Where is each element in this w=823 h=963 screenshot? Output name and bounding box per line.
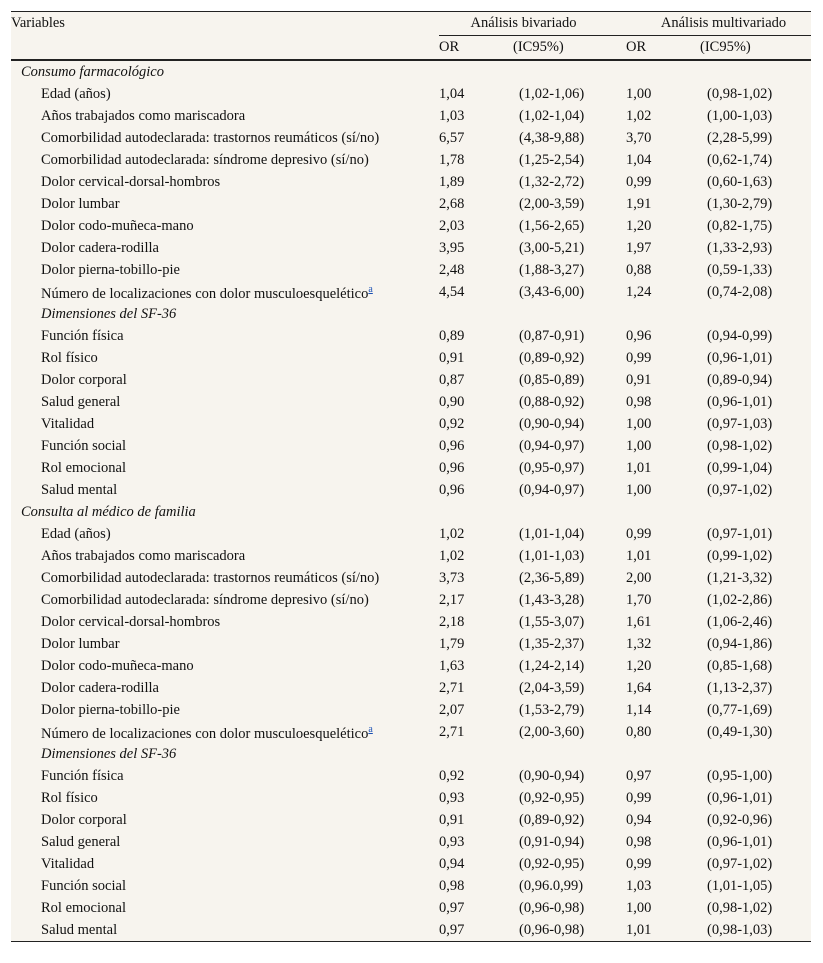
ci-bivariate-value: (2,36-5,89) bbox=[519, 569, 585, 586]
row-label-text: Salud mental bbox=[41, 481, 118, 498]
row-label bbox=[11, 259, 439, 281]
row-label bbox=[11, 721, 439, 743]
row-label-text: Comorbilidad autodeclarada: síndrome depresivo (sí/no) bbox=[41, 151, 369, 168]
table-row bbox=[11, 589, 811, 611]
or-multivariate-value: 0,96 bbox=[626, 327, 652, 344]
ci-multivariate-value: (0,96-1,01) bbox=[707, 789, 773, 806]
ci-bivariate-value: (2,00-3,60) bbox=[519, 723, 585, 740]
ci-bivariate-value: (1,24-2,14) bbox=[519, 657, 585, 674]
ci-multivariate-value: (0,97-1,02) bbox=[707, 855, 773, 872]
table-row bbox=[11, 545, 811, 567]
ci-bivariate-value: (2,00-3,59) bbox=[519, 195, 585, 212]
row-label-text: Dolor lumbar bbox=[41, 635, 120, 652]
row-label bbox=[11, 545, 439, 567]
row-label bbox=[11, 413, 439, 435]
results-table-container bbox=[11, 11, 811, 942]
table-row bbox=[11, 259, 811, 281]
row-label-text: Función social bbox=[41, 437, 126, 454]
or-bivariate-value: 2,03 bbox=[439, 217, 465, 234]
or-multivariate-value: 1,20 bbox=[626, 217, 652, 234]
or-multivariate-value: 1,01 bbox=[626, 459, 652, 476]
ci-bivariate-value: (0,89-0,92) bbox=[519, 811, 585, 828]
table-row bbox=[11, 765, 811, 787]
footnote-link[interactable]: a bbox=[368, 724, 373, 736]
table-row bbox=[11, 171, 811, 193]
table-row bbox=[11, 523, 811, 545]
row-label-text: Número de localizaciones con dolor musculoesquelético bbox=[41, 725, 369, 742]
row-label bbox=[11, 325, 439, 347]
table-row bbox=[11, 567, 811, 589]
ci-bivariate-value: (3,00-5,21) bbox=[519, 239, 585, 256]
ci-multivariate-value: (0,94-1,86) bbox=[707, 635, 773, 652]
ci-bivariate-value: (1,53-2,79) bbox=[519, 701, 585, 718]
or-multivariate-value: 1,70 bbox=[626, 591, 652, 608]
ci-bivariate-value: (0,94-0,97) bbox=[519, 481, 585, 498]
ci-multivariate-value: (1,33-2,93) bbox=[707, 239, 773, 256]
row-label bbox=[11, 127, 439, 149]
or-bivariate-value: 0,87 bbox=[439, 371, 465, 388]
variables-header: Variables bbox=[11, 15, 65, 32]
ci-multivariate-value: (0,77-1,69) bbox=[707, 701, 773, 718]
or-bivariate-value: 6,57 bbox=[439, 129, 465, 146]
or-multivariate-value: 1,24 bbox=[626, 283, 652, 300]
or-bivariate-value: 0,96 bbox=[439, 437, 465, 454]
or-bivariate-value: 4,54 bbox=[439, 283, 465, 300]
ci-bivariate-value: (0,96.0,99) bbox=[519, 877, 584, 894]
ci-bivariate-value: (0,96-0,98) bbox=[519, 899, 585, 916]
or-multivariate-value: 1,00 bbox=[626, 437, 652, 454]
ci-bivariate-value: (3,43-6,00) bbox=[519, 283, 585, 300]
row-label-text: Dolor cadera-rodilla bbox=[41, 679, 159, 696]
table-row bbox=[11, 655, 811, 677]
or-bivariate-value: 2,18 bbox=[439, 613, 465, 630]
ci-multivariate-value: (0,96-1,01) bbox=[707, 833, 773, 850]
row-label bbox=[11, 105, 439, 127]
ci-bivariate-value: (0,85-0,89) bbox=[519, 371, 585, 388]
or-multivariate-value: 1,00 bbox=[626, 481, 652, 498]
or-multivariate-value: 0,98 bbox=[626, 393, 652, 410]
row-label-text: Número de localizaciones con dolor musculoesquelético bbox=[41, 285, 369, 302]
row-label-text: Rol emocional bbox=[41, 899, 126, 916]
or-multivariate-value: 0,91 bbox=[626, 371, 652, 388]
or-bivariate-value: 0,91 bbox=[439, 811, 465, 828]
or-bivariate-value: 0,90 bbox=[439, 393, 465, 410]
ci-multivariate-value: (0,92-0,96) bbox=[707, 811, 773, 828]
ci-multivariate-value: (0,98-1,03) bbox=[707, 921, 773, 938]
row-label bbox=[11, 435, 439, 457]
ci-multivariate-value: (0,98-1,02) bbox=[707, 437, 773, 454]
table-row bbox=[11, 83, 811, 105]
ci-bivariate-value: (0,87-0,91) bbox=[519, 327, 585, 344]
row-label-text: Dolor codo-muñeca-mano bbox=[41, 657, 194, 674]
table-row bbox=[11, 479, 811, 501]
or-bivariate-value: 0,96 bbox=[439, 481, 465, 498]
or-bivariate-value: 0,93 bbox=[439, 833, 465, 850]
or-bivariate-value: 1,79 bbox=[439, 635, 465, 652]
row-label bbox=[11, 523, 439, 545]
or-multivariate-value: 0,99 bbox=[626, 789, 652, 806]
ci-multivariate-value: (0,99-1,04) bbox=[707, 459, 773, 476]
or-bivariate-value: 2,71 bbox=[439, 723, 465, 740]
or-multivariate-value: 3,70 bbox=[626, 129, 652, 146]
row-label bbox=[11, 369, 439, 391]
or-multivariate-value: 1,64 bbox=[626, 679, 652, 696]
table-row bbox=[11, 391, 811, 413]
table-row bbox=[11, 787, 811, 809]
table-row bbox=[11, 149, 811, 171]
row-label-text: Dolor pierna-tobillo-pie bbox=[41, 261, 180, 278]
ci-multivariate-value: (1,30-2,79) bbox=[707, 195, 773, 212]
row-label-text: Vitalidad bbox=[41, 855, 95, 872]
ci-multivariate-value: (0,94-0,99) bbox=[707, 327, 773, 344]
header-row-columns bbox=[11, 36, 811, 61]
ci-bivariate-value: (1,43-3,28) bbox=[519, 591, 585, 608]
table-row bbox=[11, 325, 811, 347]
or-bivariate-value: 2,48 bbox=[439, 261, 465, 278]
ci-bivariate-value: (1,25-2,54) bbox=[519, 151, 585, 168]
or-multivariate-value: 0,99 bbox=[626, 173, 652, 190]
section-title: Consumo farmacológico bbox=[21, 63, 164, 80]
table-row bbox=[11, 919, 811, 941]
row-label-text: Salud general bbox=[41, 833, 121, 850]
row-label bbox=[11, 479, 439, 501]
ci-multivariate-value: (0,60-1,63) bbox=[707, 173, 773, 190]
row-label-text: Dolor codo-muñeca-mano bbox=[41, 217, 194, 234]
row-label-text: Edad (años) bbox=[41, 85, 111, 102]
or-multivariate-value: 0,99 bbox=[626, 349, 652, 366]
row-label-text: Función social bbox=[41, 877, 126, 894]
table-row bbox=[11, 281, 811, 303]
or-multivariate-value: 2,00 bbox=[626, 569, 652, 586]
or-multivariate-value: 1,32 bbox=[626, 635, 652, 652]
table-row bbox=[11, 699, 811, 721]
or-bivariate-value: 2,68 bbox=[439, 195, 465, 212]
bivariate-header: Análisis bivariado bbox=[439, 12, 626, 36]
ci-multivariate-value: (0,98-1,02) bbox=[707, 85, 773, 102]
ci-multivariate-value: (0,95-1,00) bbox=[707, 767, 773, 784]
or-multivariate-value: 0,99 bbox=[626, 855, 652, 872]
header-row-groups bbox=[11, 12, 811, 36]
or-bivariate-value: 0,92 bbox=[439, 767, 465, 784]
or-multivariate-value: 0,99 bbox=[626, 525, 652, 542]
row-label bbox=[11, 567, 439, 589]
section-title-row bbox=[11, 501, 811, 523]
ci-multivariate-value: (0,49-1,30) bbox=[707, 723, 773, 740]
row-label-text: Dolor pierna-tobillo-pie bbox=[41, 701, 180, 718]
row-label bbox=[11, 589, 439, 611]
table-row bbox=[11, 721, 811, 743]
or-multivariate-value: 1,61 bbox=[626, 613, 652, 630]
table-row bbox=[11, 633, 811, 655]
table-row bbox=[11, 369, 811, 391]
footnote-link[interactable]: a bbox=[368, 284, 373, 296]
ci-bivariate-value: (1,02-1,04) bbox=[519, 107, 585, 124]
row-label bbox=[11, 457, 439, 479]
ci-bivariate-value: (0,90-0,94) bbox=[519, 415, 585, 432]
row-label bbox=[11, 655, 439, 677]
or-bivariate-header: OR bbox=[439, 39, 460, 55]
or-bivariate-value: 2,71 bbox=[439, 679, 465, 696]
or-multivariate-value: 0,97 bbox=[626, 767, 652, 784]
ci-multivariate-value: (1,00-1,03) bbox=[707, 107, 773, 124]
subsection-title-row bbox=[11, 303, 811, 325]
row-label-text: Dolor cervical-dorsal-hombros bbox=[41, 173, 221, 190]
row-label bbox=[11, 699, 439, 721]
table-row bbox=[11, 809, 811, 831]
table-row bbox=[11, 897, 811, 919]
ci-bivariate-value: (0,95-0,97) bbox=[519, 459, 585, 476]
row-label-text: Función física bbox=[41, 327, 124, 344]
row-label bbox=[11, 215, 439, 237]
or-bivariate-value: 1,03 bbox=[439, 107, 465, 124]
ci-bivariate-value: (1,02-1,06) bbox=[519, 85, 585, 102]
row-label-text: Comorbilidad autodeclarada: síndrome depresivo (sí/no) bbox=[41, 591, 369, 608]
ci-bivariate-value: (2,04-3,59) bbox=[519, 679, 585, 696]
ci-multivariate-value: (1,02-2,86) bbox=[707, 591, 773, 608]
ci-bivariate-value: (1,55-3,07) bbox=[519, 613, 585, 630]
ci-bivariate-value: (0,88-0,92) bbox=[519, 393, 585, 410]
ci-multivariate-value: (0,89-0,94) bbox=[707, 371, 773, 388]
ci-bivariate-value: (4,38-9,88) bbox=[519, 129, 585, 146]
row-label-text: Función física bbox=[41, 767, 124, 784]
table-row bbox=[11, 875, 811, 897]
ci-bivariate-value: (1,01-1,04) bbox=[519, 525, 585, 542]
ci-multivariate-value: (0,98-1,02) bbox=[707, 899, 773, 916]
or-multivariate-value: 1,91 bbox=[626, 195, 652, 212]
multivariate-header: Análisis multivariado bbox=[626, 12, 811, 36]
ci-bivariate-value: (1,56-2,65) bbox=[519, 217, 585, 234]
ci-multivariate-value: (0,62-1,74) bbox=[707, 151, 773, 168]
or-multivariate-value: 1,02 bbox=[626, 107, 652, 124]
row-label-text: Dolor cervical-dorsal-hombros bbox=[41, 613, 221, 630]
or-bivariate-value: 2,17 bbox=[439, 591, 465, 608]
or-multivariate-value: 1,14 bbox=[626, 701, 652, 718]
or-multivariate-value: 1,20 bbox=[626, 657, 652, 674]
ci-bivariate-value: (1,88-3,27) bbox=[519, 261, 585, 278]
row-label-text: Rol físico bbox=[41, 349, 98, 366]
or-multivariate-value: 1,01 bbox=[626, 547, 652, 564]
row-label-text: Salud general bbox=[41, 393, 121, 410]
or-bivariate-value: 0,96 bbox=[439, 459, 465, 476]
or-bivariate-value: 1,04 bbox=[439, 85, 465, 102]
ci-bivariate-value: (1,32-2,72) bbox=[519, 173, 585, 190]
table-body bbox=[11, 60, 811, 941]
row-label bbox=[11, 875, 439, 897]
or-bivariate-value: 0,93 bbox=[439, 789, 465, 806]
or-multivariate-header: OR bbox=[626, 39, 647, 55]
ci-multivariate-value: (0,74-2,08) bbox=[707, 283, 773, 300]
or-bivariate-value: 1,02 bbox=[439, 525, 465, 542]
ci-multivariate-value: (0,97-1,01) bbox=[707, 525, 773, 542]
or-bivariate-value: 3,73 bbox=[439, 569, 465, 586]
ci-bivariate-value: (0,96-0,98) bbox=[519, 921, 585, 938]
or-multivariate-value: 1,04 bbox=[626, 151, 652, 168]
ci-bivariate-value: (1,01-1,03) bbox=[519, 547, 585, 564]
table-row bbox=[11, 105, 811, 127]
row-label bbox=[11, 347, 439, 369]
row-label bbox=[11, 809, 439, 831]
or-multivariate-value: 1,00 bbox=[626, 899, 652, 916]
results-table bbox=[11, 12, 811, 941]
table-row bbox=[11, 193, 811, 215]
subsection-title-row bbox=[11, 743, 811, 765]
row-label bbox=[11, 787, 439, 809]
row-label bbox=[11, 237, 439, 259]
or-multivariate-value: 1,00 bbox=[626, 415, 652, 432]
ci-multivariate-value: (0,96-1,01) bbox=[707, 393, 773, 410]
or-multivariate-value: 0,94 bbox=[626, 811, 652, 828]
or-bivariate-value: 1,02 bbox=[439, 547, 465, 564]
ci-multivariate-value: (0,59-1,33) bbox=[707, 261, 773, 278]
ci-bivariate-value: (0,92-0,95) bbox=[519, 789, 585, 806]
ci-multivariate-header: (IC95%) bbox=[700, 39, 751, 55]
row-label bbox=[11, 633, 439, 655]
or-multivariate-value: 0,80 bbox=[626, 723, 652, 740]
row-label bbox=[11, 919, 439, 941]
or-bivariate-value: 0,94 bbox=[439, 855, 465, 872]
row-label-text: Años trabajados como mariscadora bbox=[41, 107, 246, 124]
row-label bbox=[11, 611, 439, 633]
or-bivariate-value: 2,07 bbox=[439, 701, 465, 718]
or-bivariate-value: 1,89 bbox=[439, 173, 465, 190]
row-label-text: Vitalidad bbox=[41, 415, 95, 432]
or-multivariate-value: 1,01 bbox=[626, 921, 652, 938]
or-multivariate-value: 1,00 bbox=[626, 85, 652, 102]
row-label-text: Dolor lumbar bbox=[41, 195, 120, 212]
or-bivariate-value: 0,98 bbox=[439, 877, 465, 894]
table-row bbox=[11, 127, 811, 149]
or-multivariate-value: 0,88 bbox=[626, 261, 652, 278]
table-row bbox=[11, 215, 811, 237]
ci-multivariate-value: (0,97-1,02) bbox=[707, 481, 773, 498]
ci-bivariate-value: (0,92-0,95) bbox=[519, 855, 585, 872]
row-label-text: Edad (años) bbox=[41, 525, 111, 542]
or-bivariate-value: 0,89 bbox=[439, 327, 465, 344]
or-bivariate-value: 0,97 bbox=[439, 921, 465, 938]
ci-multivariate-value: (1,06-2,46) bbox=[707, 613, 773, 630]
row-label bbox=[11, 391, 439, 413]
table-row bbox=[11, 831, 811, 853]
or-bivariate-value: 1,78 bbox=[439, 151, 465, 168]
row-label-text: Dolor corporal bbox=[41, 371, 127, 388]
row-label bbox=[11, 281, 439, 303]
row-label-text: Años trabajados como mariscadora bbox=[41, 547, 246, 564]
row-label bbox=[11, 83, 439, 105]
table-row bbox=[11, 853, 811, 875]
row-label bbox=[11, 831, 439, 853]
ci-bivariate-header: (IC95%) bbox=[513, 39, 564, 55]
table-row bbox=[11, 413, 811, 435]
or-bivariate-value: 0,92 bbox=[439, 415, 465, 432]
ci-multivariate-value: (1,21-3,32) bbox=[707, 569, 773, 586]
row-label bbox=[11, 897, 439, 919]
row-label-text: Dolor corporal bbox=[41, 811, 127, 828]
table-row bbox=[11, 457, 811, 479]
row-label bbox=[11, 171, 439, 193]
ci-bivariate-value: (0,89-0,92) bbox=[519, 349, 585, 366]
row-label-text: Rol físico bbox=[41, 789, 98, 806]
ci-multivariate-value: (2,28-5,99) bbox=[707, 129, 773, 146]
ci-multivariate-value: (1,13-2,37) bbox=[707, 679, 773, 696]
subsection-title: Dimensiones del SF-36 bbox=[41, 305, 177, 322]
row-label-text: Dolor cadera-rodilla bbox=[41, 239, 159, 256]
row-label-text: Comorbilidad autodeclarada: trastornos reumáticos (sí/no) bbox=[41, 129, 380, 146]
row-label bbox=[11, 193, 439, 215]
section-title: Consulta al médico de familia bbox=[21, 503, 196, 520]
ci-multivariate-value: (0,85-1,68) bbox=[707, 657, 773, 674]
row-label bbox=[11, 677, 439, 699]
row-label bbox=[11, 853, 439, 875]
ci-bivariate-value: (0,94-0,97) bbox=[519, 437, 585, 454]
section-title-row bbox=[11, 60, 811, 83]
ci-multivariate-value: (1,01-1,05) bbox=[707, 877, 773, 894]
row-label bbox=[11, 149, 439, 171]
row-label-text: Salud mental bbox=[41, 921, 118, 938]
or-multivariate-value: 1,97 bbox=[626, 239, 652, 256]
table-row bbox=[11, 237, 811, 259]
or-bivariate-value: 1,63 bbox=[439, 657, 465, 674]
ci-multivariate-value: (0,82-1,75) bbox=[707, 217, 773, 234]
row-label-text: Rol emocional bbox=[41, 459, 126, 476]
or-multivariate-value: 1,03 bbox=[626, 877, 652, 894]
table-row bbox=[11, 347, 811, 369]
or-bivariate-value: 0,91 bbox=[439, 349, 465, 366]
ci-bivariate-value: (0,91-0,94) bbox=[519, 833, 585, 850]
or-bivariate-value: 0,97 bbox=[439, 899, 465, 916]
or-multivariate-value: 0,98 bbox=[626, 833, 652, 850]
table-row bbox=[11, 611, 811, 633]
table-row bbox=[11, 435, 811, 457]
row-label bbox=[11, 765, 439, 787]
ci-bivariate-value: (1,35-2,37) bbox=[519, 635, 585, 652]
ci-multivariate-value: (0,99-1,02) bbox=[707, 547, 773, 564]
ci-multivariate-value: (0,97-1,03) bbox=[707, 415, 773, 432]
or-bivariate-value: 3,95 bbox=[439, 239, 465, 256]
subsection-title: Dimensiones del SF-36 bbox=[41, 745, 177, 762]
row-label-text: Comorbilidad autodeclarada: trastornos reumáticos (sí/no) bbox=[41, 569, 380, 586]
ci-multivariate-value: (0,96-1,01) bbox=[707, 349, 773, 366]
ci-bivariate-value: (0,90-0,94) bbox=[519, 767, 585, 784]
table-row bbox=[11, 677, 811, 699]
